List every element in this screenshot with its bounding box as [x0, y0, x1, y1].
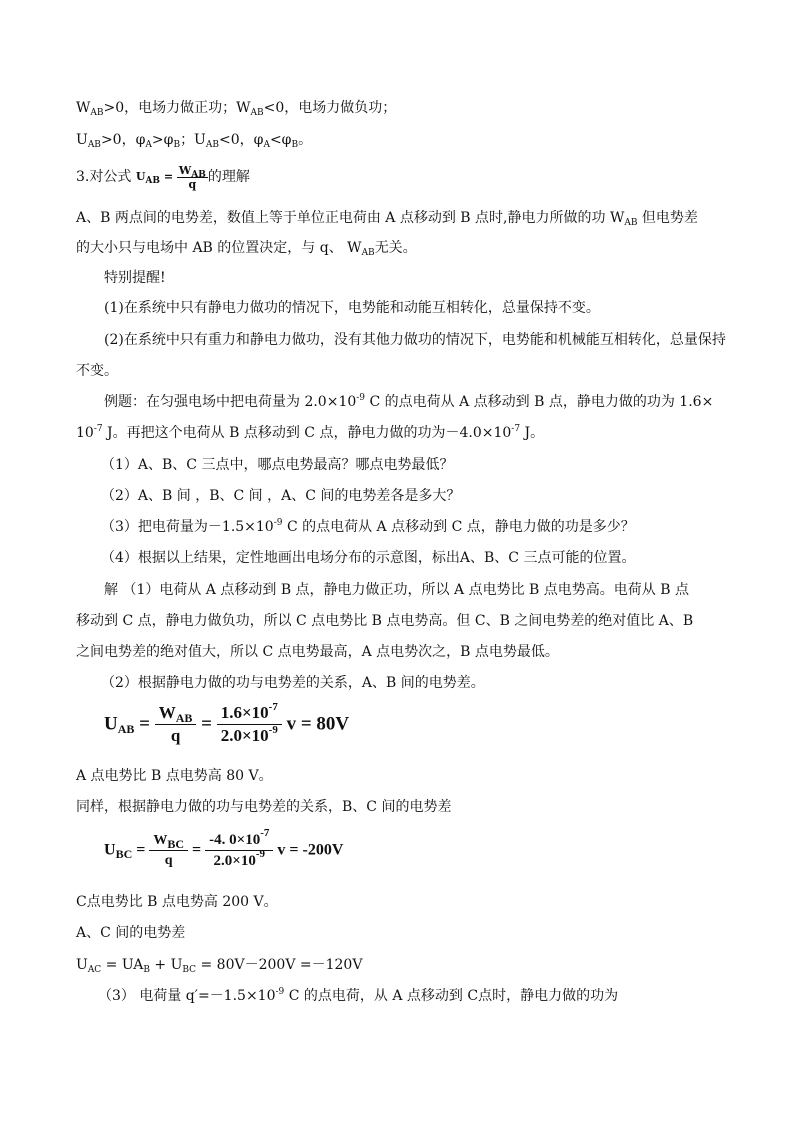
special-reminder-heading: 特别提醒! [104, 270, 166, 286]
example-line-1: 例题：在匀强电场中把电荷量为 $2.0\times 10^{-9}$ C 的点电荷从 A 点移动到 B 点，静电力做的功为 1.6× [104, 393, 714, 410]
solution-part-2-intro: （2）根据静电力做的功与电势差的关系，A、B 间的电势差。 [101, 675, 485, 691]
solution-ubc-intro: 同样，根据静电力做的功与电势差的关系，B、C 间的电势差 [76, 799, 452, 815]
solution-part-3: （3） 电荷量 $q'=-1.5\times 10^{-9}$ C 的点电荷，从 A 点移动到 C点时，静电力做的功为 [98, 987, 619, 1004]
question-4: （4）根据以上结果，定性地画出电场分布的示意图，标出A、B、C 三点可能的位置。 [101, 550, 636, 566]
formula-heading: 3.对公式 $U_{AB}$ = $\frac{W_{AB}}{q}$ 的理解 [76, 163, 250, 191]
potential-diff-sign-line: $U_{AB}>0$，$\varphi_A>\varphi_B$；$U_{AB}<0$，$\varphi_A<\varphi_B$。 [76, 132, 313, 150]
reminder-2: (2)在系统中只有重力和静电力做功，没有其他力做功的情况下，电势能和机械能互相转化，总量保持 [104, 332, 726, 348]
definition-line-1: A、B 两点间的电势差，数值上等于单位正电荷由 A 点移动到 B 点时,静电力所做的功 $W_{AB}$ 但电势差 [76, 210, 698, 228]
result-ubc: C点电势比 B 点电势高 200 V。 [76, 894, 278, 910]
uac-equation: $U_{AC} = UA_B + U_{BC} = 80V-200V =-120V$ [76, 957, 363, 975]
question-3: （3）把电荷量为$-1.5\times 10^{-9}$ C 的点电荷从 A 点移动到 C 点，静电力做的功是多少？ [101, 518, 635, 535]
solution-line-2: 移动到 C 点，静电力做负功，所以 C 点电势比 B 点电势高。但 C、B 之间电势差的绝对值比 A、B [76, 613, 694, 629]
solution-line-3: 之间电势差的绝对值大，所以 C 点电势最高，A 点电势次之，B 点电势最低。 [76, 644, 559, 660]
question-2: （2）A、B 间 ，B、C 间 ，A、C 间的电势差各是多大？ [101, 488, 461, 504]
reminder-1: (1)在系统中只有静电力做功的情况下，电势能和动能互相转化，总量保持不变。 [104, 300, 600, 316]
question-1: （1）A、B、C 三点中，哪点电势最高？哪点电势最低？ [101, 457, 454, 473]
formula-uab: $U_{AB}$ = $\frac{W_{AB}}{q}$ = $\frac{1.6\times 10^{-7}}{2.0\times 10^{-9}}$ v = 80V [104, 701, 350, 745]
result-uab: A 点电势比 B 点电势高 80 V。 [76, 768, 273, 784]
solution-line-1: 解 （1）电荷从 A 点移动到 B 点，静电力做正功，所以 A 点电势比 B 点电势高。电荷从 B 点 [104, 582, 689, 598]
example-line-2: $10^{-7}$ J。再把这个电荷从 B 点移动到 C 点，静电力做的功为$-4.0\times 10^{-7}$ J。 [76, 424, 545, 441]
work-sign-line: $W_{AB}>0$，电场力做正功；$W_{AB}<0$，电场力做负功； [76, 100, 397, 118]
formula-ubc: $U_{BC}$ = $\frac{W_{BC}}{q}$ = $\frac{-4. 0\times 10^{-7}}{2.0\times 10^{-9}}$ v = -200V [104, 827, 344, 869]
uac-intro: A、C 间的电势差 [76, 925, 186, 941]
reminder-2-cont: 不变。 [76, 363, 118, 379]
definition-line-2: 的大小只与电场中 AB 的位置决定，与 q、 $W_{AB}$无关。 [76, 240, 417, 258]
